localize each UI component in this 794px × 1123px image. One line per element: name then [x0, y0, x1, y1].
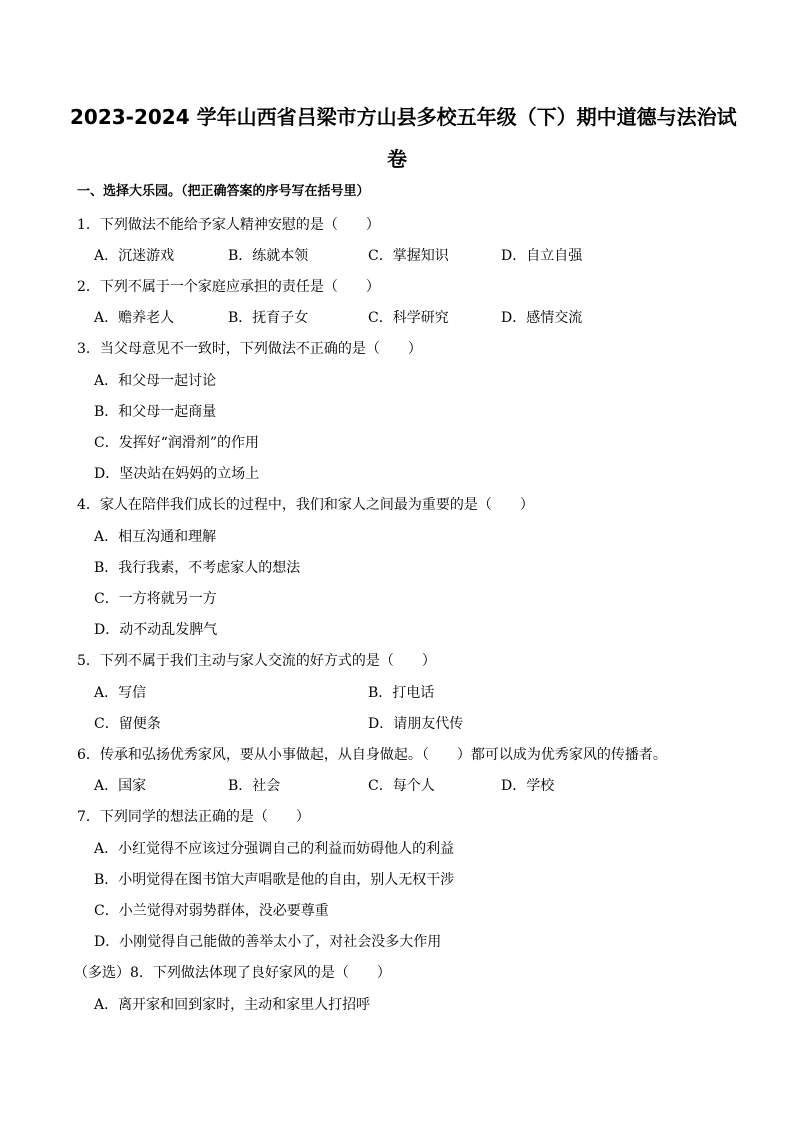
- question-5-stem: 5．下列不属于我们主动与家人交流的好方式的是（ ）: [77, 653, 436, 669]
- exam-title-line-2: 卷: [387, 147, 407, 171]
- question-7-option-b: B．小明觉得在图书馆大声唱歌是他的自由，别人无权干涉: [94, 872, 455, 888]
- question-4-option-a: A．相互沟通和理解: [94, 529, 217, 545]
- question-2-option-d: D．感情交流: [501, 310, 583, 326]
- question-6-option-d: D．学校: [501, 778, 555, 794]
- question-6-option-b: B．社会: [228, 778, 281, 794]
- question-5-option-a: A．写信: [94, 685, 147, 701]
- question-3-option-a: A．和父母一起讨论: [94, 373, 217, 389]
- question-8-stem: （多选）8．下列做法体现了良好家风的是（ ）: [74, 965, 391, 981]
- question-2-option-b: B．抚育子女: [228, 310, 309, 326]
- exam-title-line-1: 2023-2024 学年山西省吕梁市方山县多校五年级（下）期中道德与法治试: [70, 105, 737, 129]
- question-2-option-a: A．赡养老人: [94, 310, 175, 326]
- question-4-option-d: D．动不动乱发脾气: [94, 622, 218, 638]
- question-1-option-a: A．沉迷游戏: [94, 248, 175, 264]
- section-heading: 一、选择大乐园。（把正确答案的序号写在括号里）: [77, 184, 370, 199]
- question-4-stem: 4．家人在陪伴我们成长的过程中，我们和家人之间最为重要的是（ ）: [77, 497, 534, 513]
- question-5-option-d: D．请朋友代传: [368, 716, 464, 732]
- question-1-option-d: D．自立自强: [501, 248, 583, 264]
- question-6-stem: 6．传承和弘扬优秀家风，要从小事做起，从自身做起。（ ）都可以成为优秀家风的传播者。: [77, 747, 667, 763]
- question-5-option-b: B．打电话: [368, 685, 435, 701]
- question-2-stem: 2．下列不属于一个家庭应承担的责任是（ ）: [77, 279, 380, 295]
- question-1-stem: 1．下列做法不能给予家人精神安慰的是（ ）: [77, 217, 380, 233]
- question-7-option-d: D．小刚觉得自己能做的善举太小了，对社会没多大作用: [94, 934, 442, 950]
- question-5-option-c: C．留便条: [94, 716, 161, 732]
- question-6-option-a: A．国家: [94, 778, 147, 794]
- question-3-option-d: D．坚决站在妈妈的立场上: [94, 466, 260, 482]
- question-8-option-a: A．离开家和回到家时，主动和家里人打招呼: [94, 997, 371, 1013]
- question-7-option-c: C．小兰觉得对弱势群体，没必要尊重: [94, 903, 329, 919]
- question-1-option-b: B．练就本领: [228, 248, 309, 264]
- question-6-option-c: C．每个人: [368, 778, 435, 794]
- question-1-option-c: C．掌握知识: [368, 248, 449, 264]
- question-2-option-c: C．科学研究: [368, 310, 449, 326]
- question-4-option-c: C．一方将就另一方: [94, 591, 217, 607]
- question-3-option-b: B．和父母一起商量: [94, 404, 217, 420]
- question-3-stem: 3．当父母意见不一致时，下列做法不正确的是（ ）: [77, 341, 422, 357]
- question-7-option-a: A．小红觉得不应该过分强调自己的利益而妨碍他人的利益: [94, 841, 455, 857]
- question-7-stem: 7．下列同学的想法正确的是（ ）: [77, 809, 310, 825]
- question-4-option-b: B．我行我素，不考虑家人的想法: [94, 560, 301, 576]
- question-3-option-c: C．发挥好“润滑剂”的作用: [94, 435, 260, 451]
